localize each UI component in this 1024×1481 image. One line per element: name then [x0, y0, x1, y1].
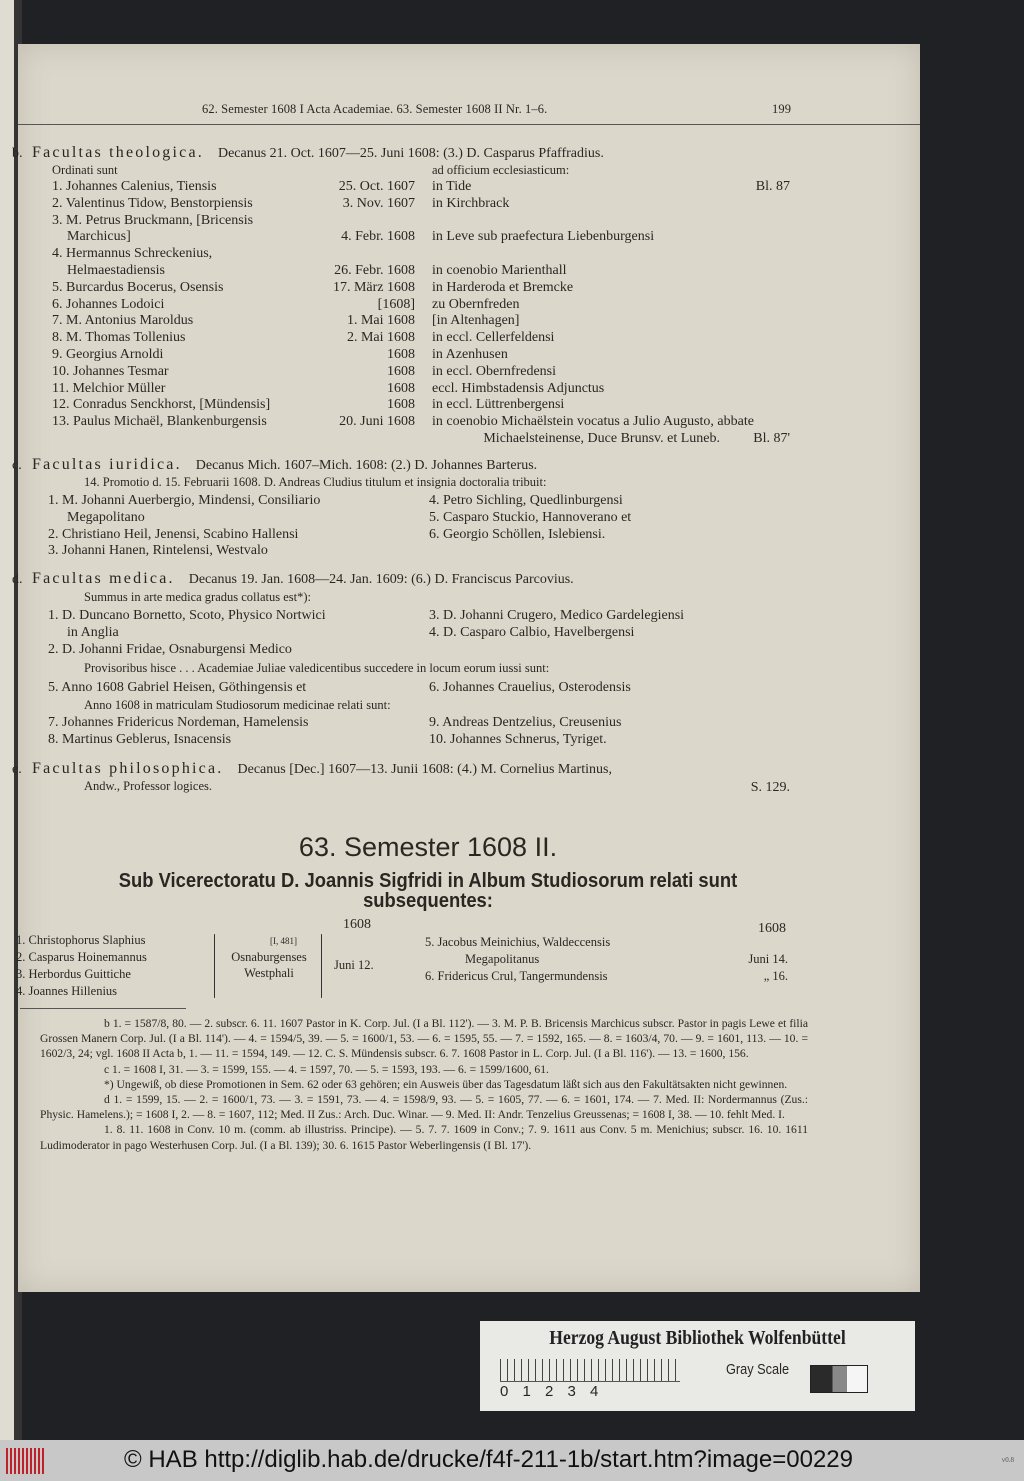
entry-place: in coenobio Marienthall — [432, 263, 567, 278]
graduate-name: 8. Martinus Geblerus, Isnacensis — [48, 731, 232, 747]
gray-scale-label: Gray Scale — [726, 1361, 790, 1378]
graduate-name: 2. D. Johanni Fridae, Osnaburgensi Medico — [48, 641, 292, 657]
register-reference: [I, 481] — [270, 936, 297, 946]
promoted-name: Megapolitano — [67, 509, 145, 525]
semester-subtitle: Sub Vicerectoratu D. Joannis Sigfridi in Album Studiosorum relati sunt — [118, 870, 738, 892]
page-number: 199 — [772, 102, 792, 116]
entry-name: 12. Conradus Senckhorst, [Mündensis] — [52, 397, 271, 413]
semester-title: 63. Semester 1608 II. — [298, 832, 558, 862]
year-label: 1608 — [758, 921, 786, 936]
entry-place: in Kirchbrack — [432, 195, 510, 211]
entry-date: Juni 14. — [748, 952, 788, 966]
entry-name: 8. M. Thomas Tollenius — [52, 330, 186, 346]
promoted-name: 2. Christiano Heil, Jenensi, Scabino Hallensi — [48, 526, 299, 542]
section-heading-line — [12, 456, 537, 474]
scale-tick-label: 4 — [590, 1383, 599, 1400]
student-name: 5. Jacobus Meinichius, Waldeccensis — [425, 935, 611, 949]
entry-place: in eccl. Cellerfeldensi — [432, 330, 555, 346]
entry-name: 2. Valentinus Tidow, Benstorpiensis — [52, 195, 253, 211]
entry-date: 4. Febr. 1608 — [341, 229, 415, 245]
scale-tick-label: 1 — [522, 1383, 531, 1400]
source-url[interactable]: © HAB http://diglib.hab.de/drucke/f4f-211-1b/start.htm?image=00229 — [124, 1446, 853, 1473]
entry-date: [1608] — [377, 296, 415, 312]
entry-date: 2. Mai 1608 — [346, 330, 415, 346]
scale-tick-label: 2 — [545, 1383, 554, 1400]
decanus-line: Decanus Mich. 1607–Mich. 1608: (2.) D. Johannes Barterus. — [195, 458, 538, 473]
entry-name: 10. Johannes Tesmar — [52, 363, 169, 379]
page-reference: S. 129. — [750, 780, 790, 795]
entry-place: in Tide — [432, 179, 472, 194]
promoted-name: 5. Casparo Stuckio, Hannoverano et — [429, 509, 632, 525]
section-letter: e. — [12, 762, 22, 777]
entry-place: in Azenhusen — [432, 347, 508, 362]
graduate-name: 6. Johannes Crauelius, Osterodensis — [429, 680, 631, 695]
entry-date: 17. März 1608 — [332, 279, 415, 295]
promoted-name: 4. Petro Sichling, Quedlinburgensi — [429, 493, 623, 508]
promoted-name: 1. M. Johanni Auerbergio, Mindensi, Consiliario — [48, 493, 321, 508]
entry-name: 7. M. Antonius Maroldus — [52, 313, 194, 329]
section-letter: d. — [12, 572, 23, 587]
summus-line: Summus in arte medica gradus collatus est*): — [84, 590, 312, 604]
entry-reference: Bl. 87' — [753, 431, 790, 446]
entry-name: 5. Burcardus Bocerus, Osensis — [52, 279, 224, 295]
section-heading-line — [12, 570, 574, 588]
header-rule — [18, 124, 920, 125]
entry-place: in Harderoda et Bremcke — [432, 279, 574, 295]
entry-date: 26. Febr. 1608 — [334, 263, 415, 278]
brace — [214, 934, 215, 998]
entry-date: 20. Juni 1608 — [339, 414, 415, 430]
entry-place: [in Altenhagen] — [432, 313, 520, 329]
entry-place: in eccl. Lüttrenbergensi — [432, 397, 565, 413]
graduate-name: 1. D. Duncano Bornetto, Scoto, Physico Nortwici — [48, 608, 326, 623]
entry-place: Michaelsteinense, Duce Brunsv. et Luneb. — [483, 431, 720, 446]
entry-date: 1. Mai 1608 — [346, 313, 415, 329]
student-name: 4. Joannes Hillenius — [16, 984, 118, 998]
decanus-line: Decanus 21. Oct. 1607—25. Juni 1608: (3.) D. Casparus Pfaffradius. — [217, 146, 604, 161]
semester-subtitle-2: subsequentes: — [363, 890, 493, 912]
student-name: 1. Christophorus Slaphius — [16, 933, 146, 947]
scale-tick-label: 3 — [567, 1383, 576, 1400]
entry-name: 1. Johannes Calenius, Tiensis — [52, 179, 217, 194]
section-heading-line — [12, 760, 612, 778]
footer-bar — [0, 1440, 1024, 1481]
library-name: Herzog August Bibliothek Wolfenbüttel — [549, 1327, 846, 1349]
entry-name: 4. Hermannus Schreckenius, — [52, 246, 213, 262]
entry-name: 13. Paulus Michaël, Blankenburgensis — [52, 414, 267, 430]
student-name: Megapolitanus — [465, 952, 540, 966]
ordinati-label: Ordinati sunt — [52, 163, 118, 177]
entry-name: 11. Melchior Müller — [52, 380, 166, 396]
entry-place: in coenobio Michaëlstein vocatus a Julio Augusto, abbate — [432, 414, 754, 430]
brace — [321, 934, 322, 998]
student-name: 3. Herbordus Guittiche — [16, 967, 131, 981]
graduate-name: 4. D. Casparo Calbio, Havelbergensi — [429, 624, 635, 640]
entry-name: 9. Georgius Arnoldi — [52, 347, 164, 362]
entry-name: 6. Johannes Lodoici — [52, 296, 165, 312]
section-heading: Facultas medica. — [32, 570, 175, 587]
ad-officium-label: ad officium ecclesiasticum: — [432, 163, 570, 177]
footnote: 1. 8. 11. 1608 in Conv. 10 m. (comm. ab illustriss. Principe). — 5. 7. 7. 1609 in Conv.; 7. 9. 1611 aus Conv. 5 m. Menichius; subscr. 16. 10. 1611 Ludimoderator in pago Westerhusen Corp. Jul. (I a Bl. 139); 30. 6. 1615 Pastor Weberlingensis (I Bl. 17'). — [40, 1123, 808, 1152]
graduate-name: in Anglia — [67, 624, 119, 640]
entry-date: 1608 — [387, 397, 415, 413]
entry-date: 1608 — [387, 380, 415, 396]
footnote: c 1. = 1608 I, 31. — 3. = 1599, 155. — 4. = 1597, 70. — 5. = 1593, 193. — 6. = 1599/1600, 61. — [104, 1062, 549, 1076]
running-head: 62. Semester 1608 I Acta Academiae. 63. Semester 1608 II Nr. 1–6. — [202, 102, 548, 116]
decanus-line: Decanus [Dec.] 1607—13. Junii 1608: (4.) M. Cornelius Martinus, — [237, 762, 612, 777]
entry-date: 25. Oct. 1607 — [338, 179, 415, 194]
promoted-name: 3. Johanni Hanen, Rintelensi, Westvalo — [48, 543, 268, 559]
entry-date: 3. Nov. 1607 — [342, 195, 415, 211]
year-label: 1608 — [343, 917, 371, 932]
student-name: 2. Casparus Hoinemannus — [16, 950, 147, 964]
gray-scale-swatch — [810, 1365, 868, 1393]
graduate-name: 7. Johannes Fridericus Nordeman, Hamelensis — [48, 715, 309, 730]
graduate-name: 10. Johannes Schnerus, Tyriget. — [429, 731, 607, 747]
section-heading-line — [12, 144, 604, 162]
entry-name: Helmaestadiensis — [67, 263, 165, 278]
entry-place: eccl. Himbstadensis Adjunctus — [432, 380, 605, 396]
footnotes — [40, 1016, 808, 1153]
footnote: b 1. = 1587/8, 80. — 2. subscr. 6. 11. 1607 Pastor in K. Corp. Jul. (I a Bl. 112'). — 3. M. P. B. Bricensis Marchicus subscr. Pastor in pagis Lewe et filia Grossen Manern Corp. Jul. (I a Bl. 114'). — 4. = 1594/5, 39. — 5. = 1600/1, 53. — 6. = 1595, 55. — 7. = 1592, 165. — 8. = 1603/4, 70. — 9. = 1601, 113. — 10. = 1602/3, 24; vgl. 1608 II Acta b, 1. — 11. = 1594, 149. — 12. C. S. Mündensis subscr. 6. 7. 1608 Pastor in L. Corp. Jul. (I a Bl. 116'). — 13. = 1600, 156. — [40, 1017, 808, 1061]
graduate-name: 9. Andreas Dentzelius, Creusenius — [429, 715, 622, 730]
library-color-scale-card — [480, 1321, 915, 1411]
group-date: Juni 12. — [334, 958, 374, 972]
entry-name: 3. M. Petrus Bruckmann, [Bricensis — [52, 212, 254, 228]
ruler-scale — [500, 1359, 680, 1382]
entry-place: in eccl. Obernfredensi — [432, 363, 556, 379]
provisoribus-line: Provisoribus hisce . . . Academiae Juliae valedicentibus succedere in locum eorum iussi sunt: — [84, 661, 550, 675]
graduate-name: 3. D. Johanni Crugero, Medico Gardelegiensi — [429, 608, 685, 623]
scale-tick-label: 0 — [500, 1383, 509, 1400]
section-letter: c. — [12, 458, 22, 473]
section-letter: b. — [12, 146, 23, 161]
version-mark: v0.8 — [1001, 1456, 1014, 1464]
student-name: 6. Fridericus Crul, Tangermundensis — [425, 969, 608, 983]
graduate-name: 5. Anno 1608 Gabriel Heisen, Göthingensis et — [48, 680, 307, 695]
decanus-line: Decanus 19. Jan. 1608—24. Jan. 1609: (6.) D. Franciscus Parcovius. — [188, 572, 574, 587]
footnote: *) Ungewiß, ob diese Promotionen in Sem. 62 oder 63 gehören; ein Ausweis über das Tagesdatum läßt sich aus den Fakultätsakten nicht gewinnen. — [104, 1077, 788, 1091]
entry-place: in Leve sub praefectura Liebenburgensi — [432, 229, 655, 245]
section-heading: Facultas iuridica. — [32, 456, 182, 473]
anno-line: Anno 1608 in matriculam Studiosorum medicinae relati sunt: — [84, 698, 391, 712]
hab-logo-icon — [6, 1448, 44, 1474]
footnote-rule — [20, 1008, 186, 1009]
section-heading: Facultas philosophica. — [32, 760, 224, 777]
entry-date: 1608 — [387, 363, 415, 379]
philosophica-line-2: Andw., Professor logices. — [84, 779, 212, 793]
entry-date: 1608 — [387, 347, 415, 362]
entry-place: zu Obernfreden — [432, 296, 520, 312]
entry-name: Marchicus] — [67, 229, 131, 245]
document-page — [12, 44, 920, 1292]
section-heading: Facultas theologica. — [32, 144, 204, 161]
promoted-name: 6. Georgio Schöllen, Islebiensi. — [429, 526, 606, 542]
origin-label: Osnaburgenses — [231, 950, 307, 964]
entry-reference: Bl. 87 — [755, 179, 790, 194]
promotio-line: 14. Promotio d. 15. Februarii 1608. D. Andreas Cludius titulum et insignia doctoralia tribuit: — [84, 475, 547, 489]
entry-date: „ 16. — [763, 969, 788, 983]
origin-label: Westphali — [244, 966, 294, 980]
footnote: d 1. = 1599, 15. — 2. = 1600/1, 73. — 3. = 1591, 73. — 4. = 1598/9, 93. — 5. = 1605, 77. — 6. = 1601, 174. — 7. Med. II: Nordermannus (Zus.: Physic. Hamelens.); = 1608 I, 2. — 8. = 1607, 112; Med. II Zus.: Arch. Duc. Winar. — 9. Med. II: Andr. Tenzelius Greussenas; = 1608 I, 38. — 10. fehlt Med. I. — [40, 1093, 808, 1122]
